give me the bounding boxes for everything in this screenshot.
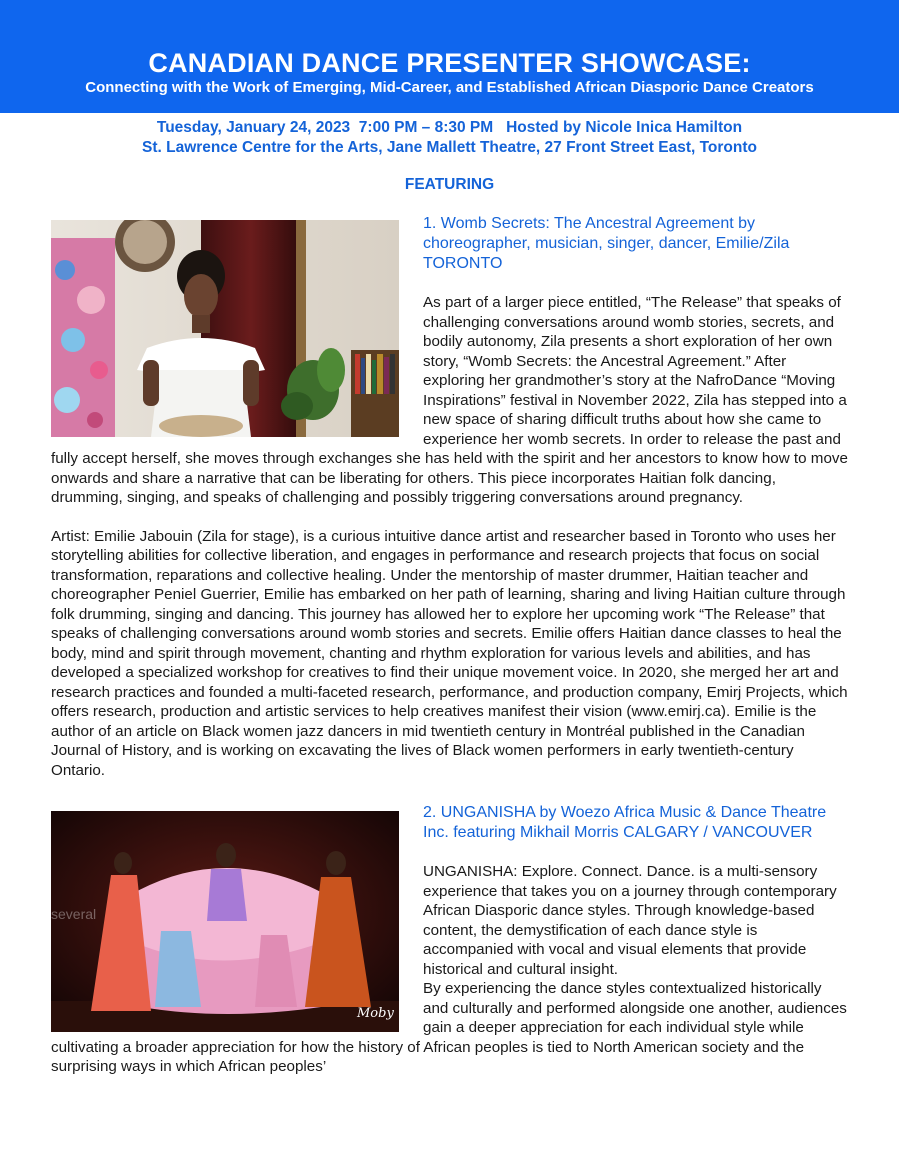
page-subtitle: Connecting with the Work of Emerging, Mid-Career, and Established African Diasporic Dance Creators bbox=[85, 79, 814, 96]
event-venue: St. Lawrence Centre for the Arts, Jane Mallett Theatre, 27 Front Street East, Toronto bbox=[142, 139, 757, 156]
document-body bbox=[51, 214, 849, 1096]
photographer-signature: Moby bbox=[357, 1006, 394, 1021]
item-1-description: As part of a larger piece entitled, “The Release” that speaks of challenging conversations around womb stories, secrets, and bodily autonomy, Zila presents a short exploration of her own story, “Womb Secrets: the Ancestral Agreement.” After exploring her grandmother’s story at the NafroDance “Moving Inspirations” festival in November 2022, Zila has stepped into a new space of sharing difficult truths about how she came to experience her womb secrets. In order to release the past and fully accept herself, she moves through exchanges she has held with the spirit and her ancestors to know how to move onwards and share a narrative that can be liberating for others. This piece incorporates Haitian folk dancing, drumming, singing, and speaks of challenging and possibly triggering conversations around pregnancy. bbox=[51, 294, 848, 506]
item-2-description-continued: By experiencing the dance styles contextualized historically and culturally and performed alongside one another, audiences gain a deeper appreciation for each individual style while cultivating a broader appreciation for how the history of African peoples is tied to North American society and the surprising ways in which African peoples’ bbox=[51, 980, 847, 1075]
item-2-title: 2. UNGANISHA by Woezo Africa Music & Dance Theatre Inc. featuring Mikhail Morris CALGARY / VANCOUVER bbox=[423, 804, 827, 841]
item-2-description: UNGANISHA: Explore. Connect. Dance. is a multi-sensory experience that takes you on a journey through contemporary African Diasporic dance styles. Through knowledge-based content, the demystification of each dance style is accompanied with vocal and visual elements that provide historical and cultural insight. bbox=[423, 863, 837, 978]
page-title: CANADIAN DANCE PRESENTER SHOWCASE: bbox=[148, 48, 751, 78]
event-date-host: Tuesday, January 24, 2023 7:00 PM – 8:30 PM Hosted by Nicole Inica Hamilton bbox=[156, 119, 743, 136]
item-1-title: 1. Womb Secrets: The Ancestral Agreement by choreographer, musician, singer, dancer, Emilie/Zila TORONTO bbox=[423, 215, 790, 272]
performer-portrait-image bbox=[51, 220, 399, 437]
photo-unganisha bbox=[51, 811, 399, 1032]
photo-womb-secrets bbox=[51, 220, 399, 437]
dance-performance-image bbox=[51, 811, 399, 1032]
event-details bbox=[0, 118, 899, 158]
photo-watermark-text: several bbox=[51, 906, 97, 922]
item-1-artist-bio: Artist: Emilie Jabouin (Zila for stage), is a curious intuitive dance artist and researcher based in Toronto who uses her storytelling abilities for collective liberation, and engages in performance and research projects that focus on social transformation, reparations and collective healing. Under the mentorship of master drummer, Haitian teacher and choreographer Peniel Guerrier, Emilie has embarked on her path of learning, sharing and living Haitian culture through folk drumming, singing and dancing. This journey has allowed her to explore her upcoming work “The Release” that speaks of challenging conversations around womb stories and secrets. Emilie offers Haitian dance classes to heal the body, mind and spirit through movement, chanting and rhythm exploration for various levels and abilities, and has developed a specialized workshop for creatives to find their unique movement voice. In 2020, she merged her art and research practices and founded a multi-faceted research, performance, and production company, Emirj Projects, which offers research, production and artistic services to help creatives manifest their vision (www.emirj.ca). Emilie is the author of an article on Black women jazz dancers in mid twentieth century in Montréal published in the Canadian Journal of History, and is working on excavating the lives of Black women performers in early twentieth-century Ontario. bbox=[51, 527, 848, 779]
featuring-heading: FEATURING bbox=[404, 176, 495, 193]
header-banner bbox=[0, 0, 899, 113]
